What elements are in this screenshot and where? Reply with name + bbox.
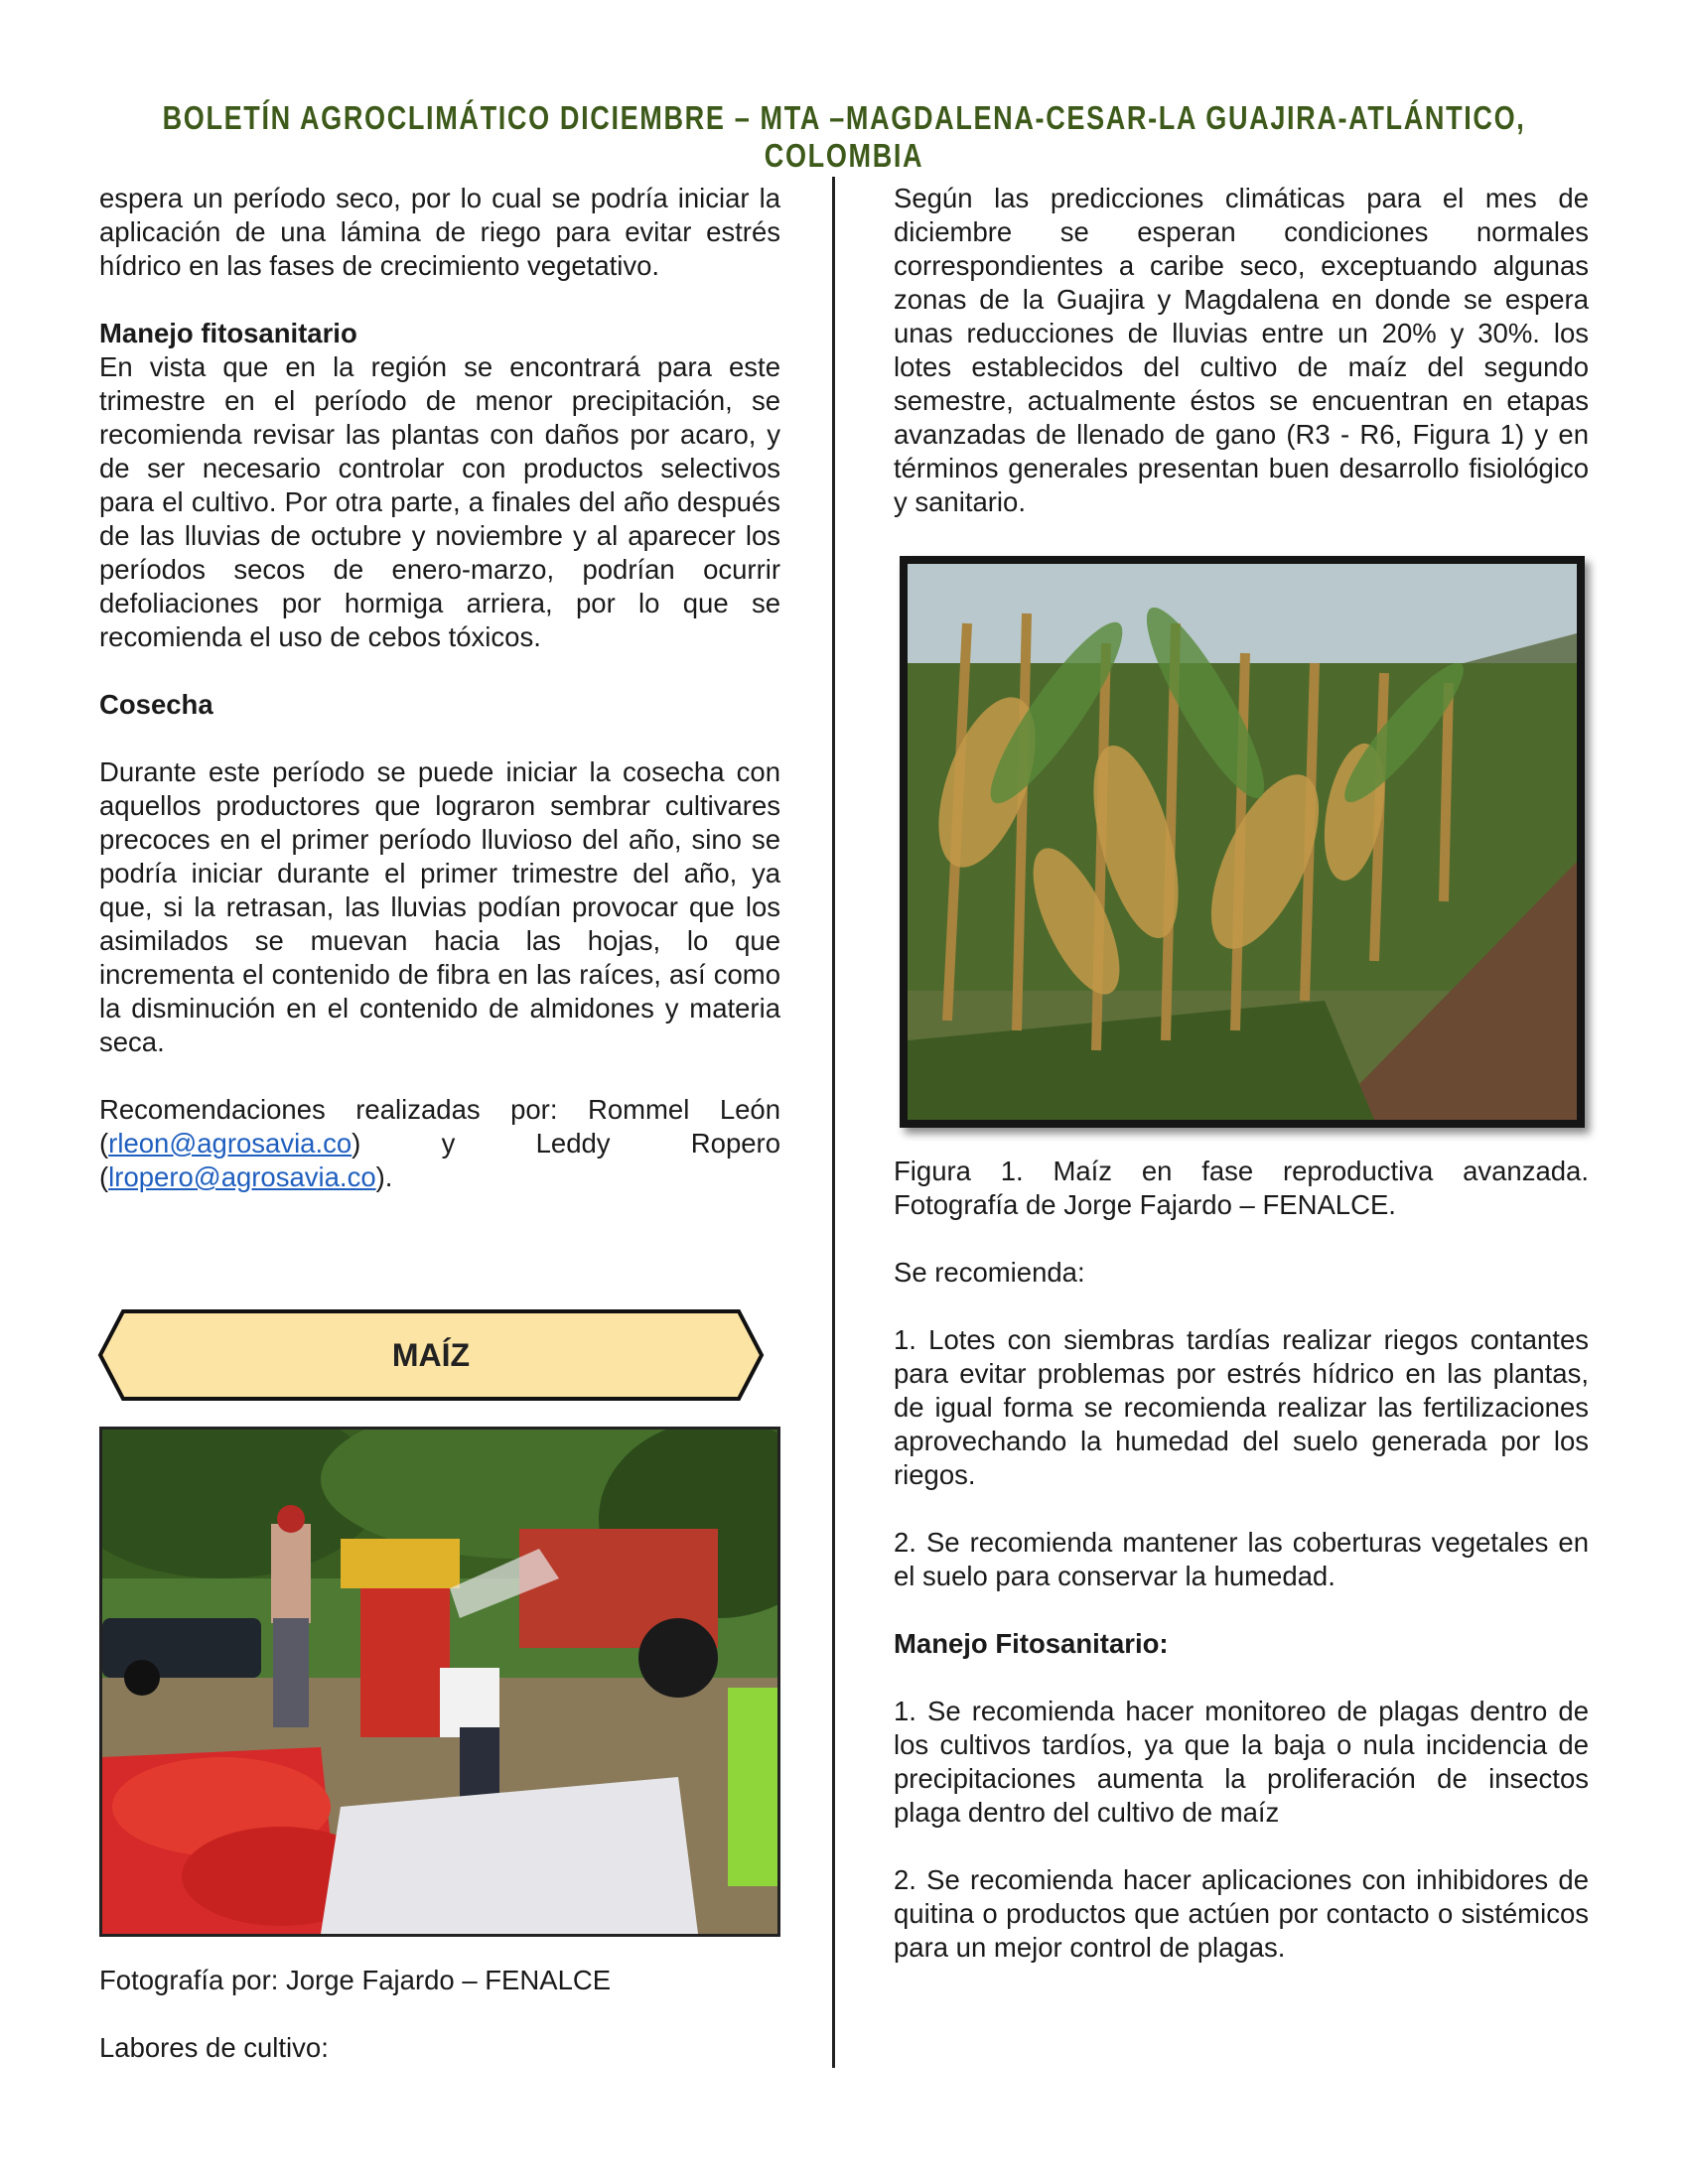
credit-middle: ) y Leddy Ropero ( <box>99 1128 780 1192</box>
fitosanitario-item-1: 1. Se recomienda hacer monitoreo de plagas dentro de los cultivos tardíos, ya que la baja o nula incidencia de precipitaciones aumenta la proliferación de insectos plaga dentro del cultivo de maíz <box>894 1696 1589 1828</box>
left-column <box>99 182 780 1194</box>
recommendation-1: 1. Lotes con siembras tardías realizar riegos contantes para evitar problemas por estrés hídrico en las plantas, de igual forma se recomienda realizar las fertilizaciones aprovechando la humedad del suelo generada por los riegos. <box>894 1324 1589 1490</box>
fitosanitario-item-2: 2. Se recomienda hacer aplicaciones con inhibidores de quitina o productos que actúen por contacto o sistémicos para un mejor control de plagas. <box>894 1864 1589 1963</box>
figure-1-caption: Figura 1. Maíz en fase reproductiva avanzada. Fotografía de Jorge Fajardo – FENALCE. <box>894 1156 1589 1220</box>
fitosanitario-heading: Manejo fitosanitario <box>99 318 357 348</box>
column-divider <box>832 177 835 2068</box>
harvest-threshing-photo <box>99 1427 780 1937</box>
photo-credit-caption: Fotografía por: Jorge Fajardo – FENALCE <box>99 1965 612 1995</box>
cosecha-paragraph: Durante este período se puede iniciar la cosecha con aquellos productores que lograron sembrar cultivares precoces en el primer período lluvioso del año, sino se podría iniciar durante el primer trimestre del año, ya que, si la retrasan, las lluvias podían provocar que los asimilados se muevan hacia las hojas, lo que incrementa el contenido de fibra en las raíces, así como la disminución en el contenido de almidones y materia seca. <box>99 756 780 1057</box>
labores-heading: Labores de cultivo: <box>99 2032 329 2063</box>
se-recomienda-label: Se recomienda: <box>894 1257 1085 1288</box>
email-link-rleon[interactable]: rleon@agrosavia.co <box>108 1128 352 1159</box>
bulletin-title: BOLETÍN AGROCLIMÁTICO DICIEMBRE – MTA –MAGDALENA-CESAR-LA GUAJIRA-ATLÁNTICO, COLOMBIA <box>162 99 1526 174</box>
credit-suffix: ). <box>375 1161 393 1192</box>
right-column-intro <box>894 182 1589 519</box>
fitosanitario-paragraph: En vista que en la región se encontrará para este trimestre en el período de menor precipitación, se recomienda revisar las plantas con daños por acaro, y de ser necesario controlar con productos selectivos para el cultivo. Por otra parte, a finales del año después de las lluvias de octubre y noviembre y al aparecer los períodos secos de enero-marzo, podrían ocurrir defoliaciones por hormiga arriera, por lo que se recomienda el uso de cebos tóxicos. <box>99 351 780 652</box>
fitosanitario-heading-right: Manejo Fitosanitario: <box>894 1628 1169 1659</box>
right-intro-paragraph: Según las predicciones climáticas para el mes de diciembre se esperan condiciones normales correspondientes a caribe seco, exceptuando algunas zonas de la Guajira y Magdalena en donde se espera unas reducciones de lluvias entre un 20% y 30%. los lotes establecidos del cultivo de maíz del segundo semestre, actualmente éstos se encuentran en etapas avanzadas de llenado de gano (R3 - R6, Figura 1) y en términos generales presentan buen desarrollo fisiológico y sanitario. <box>894 183 1589 517</box>
recommendations-credit <box>99 1093 780 1194</box>
email-link-lropero[interactable]: lropero@agrosavia.co <box>108 1161 376 1192</box>
right-column-lower <box>894 1155 1589 1965</box>
credit-prefix: Recomendaciones realizadas por: Rommel León ( <box>99 1094 780 1159</box>
recommendation-2: 2. Se recomienda mantener las coberturas vegetales en el suelo para conservar la humedad. <box>894 1527 1589 1591</box>
cosecha-heading: Cosecha <box>99 689 213 720</box>
left-intro-paragraph: espera un período seco, por lo cual se podría iniciar la aplicación de una lámina de riego para evitar estrés hídrico en las fases de crecimiento vegetativo. <box>99 183 780 281</box>
maiz-banner-label: MAÍZ <box>391 1336 471 1373</box>
corn-field-figure <box>900 556 1585 1128</box>
